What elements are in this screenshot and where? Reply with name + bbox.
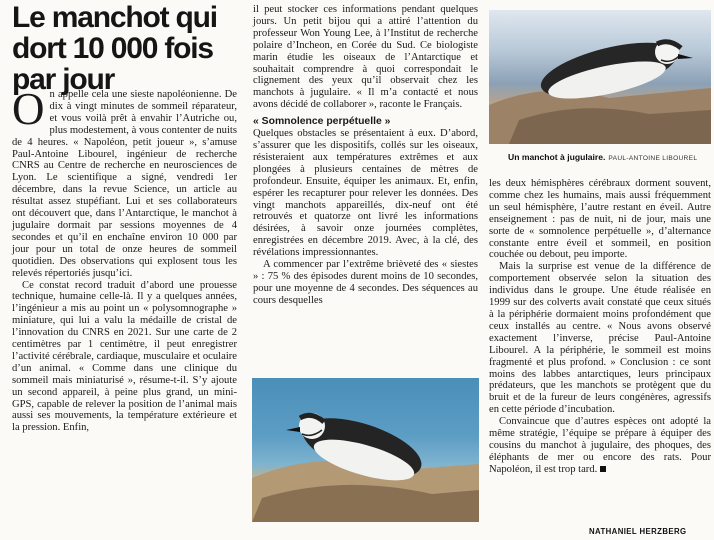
paragraph: Mais la surprise est venue de la différence de comportement observée selon la situation des individus dans le groupe. Une étude réalisée en 1999 sur des colverts avait constaté que ceux situés à la périphérie dormaient moins profondément que ceux installés au centre. « Nous avons observé exactement l’inverse, précise Paul-Antoine Libourel. A la périphérie, le sommeil est moins fragmenté et plus profond. » Conclusion : ce sont moins des labbes antarctiques, leurs principaux prédateurs, que les manchots se protègent que du bruit et de la fureur de leurs congénères, agressifs en cette période d’incubation. <box>489 261 711 416</box>
paragraph: Quelques obstacles se présentaient à eux. D’abord, s’assurer que les dispositifs, collés sur les oiseaux, résisteraient aux températures extrêmes et aux plongées à plusieurs centaines de mètres de profondeur. Ensuite, équiper les animaux. Et, enfin, espérer les recapturer pour relever les données. Des vingt manchots appareillés, dix-neuf ont été retrouvés et quatorze ont livré les informations désirées, à savoir onze journées complètes, enregistrées en décembre 2019. Avec, à la clé, des révélations impressionnantes. <box>253 128 478 259</box>
penguin-illustration <box>252 378 479 522</box>
caption-text: Un manchot à jugulaire. <box>508 152 606 162</box>
paragraph-text: n appelle cela une sieste napoléonienne. De dix à vingt minutes de sommeil réparateur, et vous voilà prêt à envahir l’Autriche ou, plus modestement, à vous contenter de nuits de 4 heures. « Napoléon, petit joueur », s’amuse Paul-Antoine Libourel, ingénieur de recherche CNRS au Centre de recherche en neurosciences de Lyon. Le scientifique a signé, vendredi 1er décembre, dans la revue Science, un article au résultat assez stupéfiant. Lui et ses collaborateurs ont découvert que, dans l’Antarctique, le manchot à jugulaire dormait par sessions moyennes de 4 secondes et qu’il en enchaîne environ 10 000 par jour pour un total de onze heures de sommeil quotidien. Des observations qui explosent tous les relevés répertoriés jusqu’ici. <box>12 89 237 279</box>
paragraph: les deux hémisphères cérébraux dorment souvent, comme chez les humains, mais aussi fréquemment un seul hémisphère, l’autre restant en éveil. Autre enseignement : pas de nuit, ni de jour, mais une sorte de « somnolence perpétuelle », d’alternance constante entre éveil et sommeil, en position couchée ou debout, peu importe. <box>489 178 711 261</box>
paragraph <box>489 416 711 476</box>
photo-credit: PAUL-ANTOINE LIBOUREL <box>608 155 698 162</box>
paragraph: il peut stocker ces informations pendant quelques jours. Un petit bijou qui a attiré l’attention du professeur Won Young Lee, à l’Institut de recherche polaire d’Incheon, en Corée du Sud. Ce biologiste marin étudie les oiseaux de l’Antarctique et souhaitait comprendre à quoi correspondait le clignement des yeux qu’il observait chez les manchots à jugulaire. « Il m’a contacté et nous avons décidé de collaborer », raconte le Français. <box>253 4 478 111</box>
author-byline: NATHANIEL HERZBERG <box>589 527 687 536</box>
drop-cap: O <box>12 84 45 134</box>
article-column-2 <box>253 4 478 307</box>
paragraph <box>12 84 237 280</box>
paragraph: Ce constat record traduit d’abord une prouesse technique, humaine celle-là. Il y a quelques années, l’ingénieur a mis au point un « polysomnographe » miniature, qui lui a valu la médaille de cristal de l’innovation du CNRS en 2021. Sur une carte de 2 centimètres par 1 centimètre, il peut enregistrer l’activité cérébrale, cardiaque, musculaire et oculaire d’un animal. « Comme dans une clinique du sommeil mais miniaturisé », résume-t-il. S’y ajoute un second appareil, à peine plus grand, un mini-GPS, capable de relever la position de l’animal mais aussi ses mouvements, la température extérieure et la pression. Enfin, <box>12 279 237 434</box>
penguin-photo-bottom <box>252 378 479 522</box>
article-column-3 <box>489 178 711 476</box>
penguin-photo-top <box>489 10 711 144</box>
headline: Le manchot qui dort 10 000 fois par jour <box>12 1 217 96</box>
paragraph: A commencer par l’extrême brièveté des « siestes » : 75 % des épisodes durent moins de 10 secondes, pour une moyenne de 4 secondes. Des séquences au cours desquelles <box>253 259 478 306</box>
penguin-illustration <box>489 10 711 144</box>
section-subhead: « Somnolence perpétuelle » <box>253 116 391 128</box>
paragraph-text: Convaincue que d’autres espèces ont adopté la même stratégie, l’équipe se prépare à équiper des cousins du manchot à jugulaire, des phoques, des éléphants de mer ou encore des rats. Pour Napoléon, il est trop tard. <box>489 416 711 475</box>
photo-caption <box>508 152 713 162</box>
end-mark-icon <box>600 466 606 472</box>
article-column-1 <box>12 84 237 434</box>
